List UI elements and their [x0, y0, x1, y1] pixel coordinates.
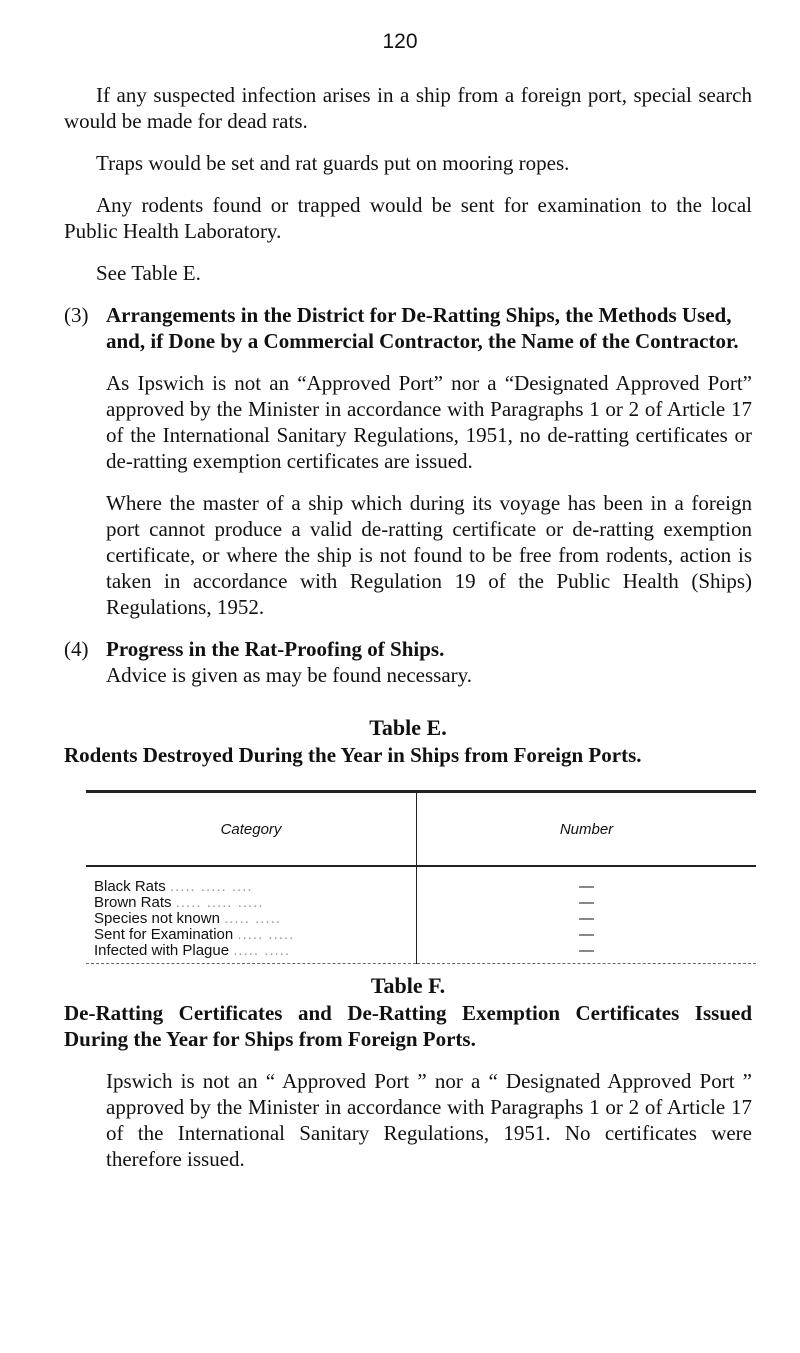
table-f-text: Ipswich is not an “ Approved Port ” nor a “ Designated Approved Port ” approved by the Minister in accordance with Paragraphs 1 or 2 of Article 17 of the International Sanitary Regulations, 1951. No certificates were therefore issued.: [106, 1069, 752, 1171]
table-row: [86, 943, 756, 964]
section-4-heading: [64, 636, 752, 662]
section-3-heading: [64, 302, 752, 354]
row-category: Brown Rats ..... ..... .....: [86, 895, 417, 911]
section-3-paragraph-1: As Ipswich is not an “Approved Port” nor a “Designated Approved Port” approved by the Minister in accordance with Paragraphs 1 or 2 of Article 17 of the International Sanitary Regulations, 1951, no de-ratting certificates or de-ratting exemption certificates are issued.: [106, 371, 752, 473]
row-number: —: [579, 894, 594, 911]
column-header-number: Number: [417, 792, 757, 867]
row-number: —: [579, 910, 594, 927]
page-body: [64, 82, 752, 1172]
table-f-title: Table F.: [370, 973, 446, 998]
row-category: Sent for Examination ..... .....: [86, 927, 417, 943]
table-row: [86, 927, 756, 943]
row-category: Infected with Plague ..... .....: [86, 943, 417, 964]
table-e-title: Table E.: [369, 715, 447, 740]
section-3-paragraph-2: Where the master of a ship which during its voyage has been in a foreign port cannot produce a valid de-ratting certificate or de-ratting exemption certificate, or where the ship is not found to be free from rodents, action is taken in accordance with Regulation 19 of the Public Health (Ships) Regulations, 1952.: [106, 491, 752, 619]
section-4-number: (4): [64, 637, 89, 661]
row-number: —: [579, 878, 594, 895]
table-row: [86, 866, 756, 895]
table-row: [86, 895, 756, 911]
section-3-title: Arrangements in the District for De-Ratting Ships, the Methods Used, and, if Done by a Commercial Contractor, the Name of the Contractor.: [106, 303, 739, 353]
section-3-number: (3): [64, 303, 89, 327]
intro-paragraph-3: Any rodents found or trapped would be sent for examination to the local Public Health Laboratory.: [64, 193, 752, 243]
page-number: 120: [382, 30, 418, 53]
row-number: —: [579, 926, 594, 943]
row-number: —: [417, 943, 757, 964]
section-4-title: Progress in the Rat-Proofing of Ships.: [106, 637, 445, 661]
table-f-subtitle: De-Ratting Certificates and De-Ratting Exemption Certificates Issued During the Year for Ships from Foreign Ports.: [64, 1001, 752, 1051]
intro-paragraph-4: See Table E.: [96, 261, 201, 285]
table-e-subtitle: Rodents Destroyed During the Year in Ships from Foreign Ports.: [64, 743, 642, 767]
table-e: [86, 790, 756, 964]
row-category: Species not known ..... .....: [86, 911, 417, 927]
column-header-category: Category: [86, 792, 417, 867]
section-4-text: Advice is given as may be found necessary.: [106, 663, 473, 687]
intro-paragraph-1: If any suspected infection arises in a ship from a foreign port, special search would be made for dead rats.: [64, 83, 752, 133]
intro-paragraph-2: Traps would be set and rat guards put on mooring ropes.: [96, 151, 570, 175]
row-category: Black Rats ..... ..... ....: [86, 866, 417, 895]
table-row: [86, 911, 756, 927]
